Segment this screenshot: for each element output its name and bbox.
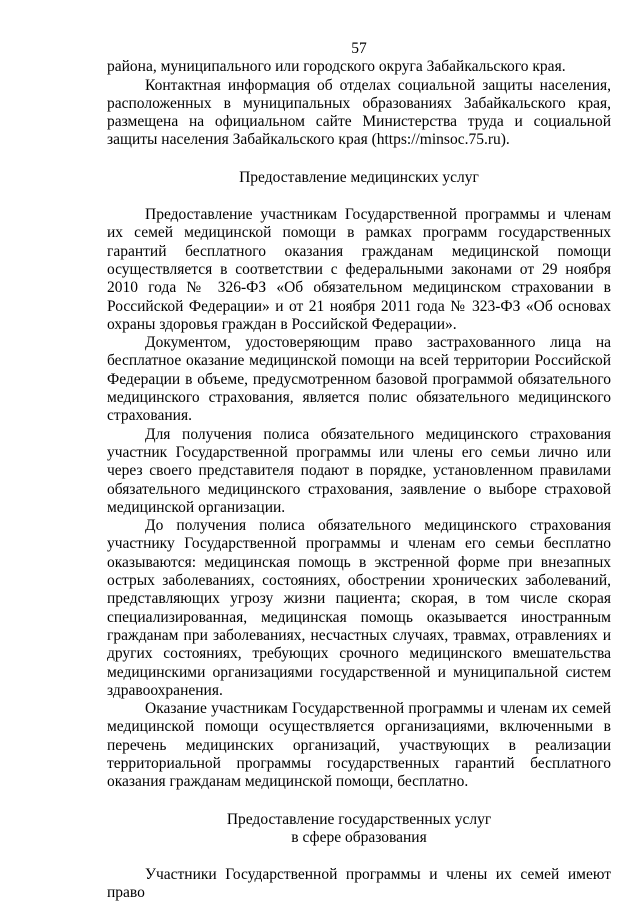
section-heading-education-line1: Предоставление государственных услуг: [226, 810, 492, 828]
paragraph-medical-1: Предоставление участникам Государственной программы и членам их семей медицинской помощи в рамках программ государственных гарантий бесплатного оказания гражданам медицинской помощи осуществляется в соответствии с федеральными законами от 29 ноября 2010 года № 326-ФЗ «Об обязательном медицинском страховании в Российской Федерации» и от 21 ноября 2011 года № 323-ФЗ «Об основах охраны здоровья граждан в Российской Федерации».: [107, 206, 611, 333]
section-heading-education: [107, 811, 611, 848]
paragraph-medical-2: Документом, удостоверяющим право застрахованного лица на бесплатное оказание медицинской помощи на всей территории Российской Федерации в объеме, предусмотренном базовой программой обязательного медицинского страхования, является полис обязательного медицинского страхования.: [107, 334, 611, 425]
document-page: [107, 40, 611, 903]
section-heading-education-line2: в сфере образования: [291, 828, 427, 846]
paragraph-contact-info: Контактная информация об отделах социальной защиты населения, расположенных в муниципальных образованиях Забайкальского края, размещена на официальном сайте Министерства труда и социальной защиты населения Забайкальского края (https://minsoc.75.ru).: [107, 76, 611, 149]
section-education-body: [107, 866, 611, 903]
section-heading-medical: Предоставление медицинских услуг: [239, 168, 479, 186]
section-medical-body: [107, 206, 611, 792]
paragraph-medical-5: Оказание участникам Государственной программы и членам их семей медицинской помощи осуществляется организациями, включенными в перечень медицинских организаций, участвующих в реализации территориальной программы государственных гарантий бесплатного оказания гражданам медицинской помощи, бесплатно.: [107, 700, 611, 791]
paragraph-continuation: района, муниципального или городского округа Забайкальского края.: [107, 58, 566, 76]
paragraph-medical-4: До получения полиса обязательного медицинского страхования участнику Государственной программы и членам его семьи бесплатно оказываются: медицинская помощь в экстренной форме при внезапных острых заболеваниях, состояниях, обострении хронических заболеваний, представляющих угрозу жизни пациента; скорая, в том числе скорая специализированная, медицинская помощь оказывается иностранным гражданам при заболеваниях, несчастных случаях, травмах, отравлениях и других состояниях, требующих срочного медицинского вмешательства медицинскими организациями государственной и муниципальной систем здравоохранения.: [107, 517, 611, 699]
paragraph-medical-3: Для получения полиса обязательного медицинского страхования участник Государственной программы или члены его семьи лично или через своего представителя подают в порядке, установленном правилами обязательного медицинского страхования, заявление о выборе страховой медицинской организации.: [107, 425, 611, 516]
paragraph-education-1: Участники Государственной программы и члены их семей имеют право: [107, 866, 611, 902]
page-number: 57: [351, 40, 367, 57]
